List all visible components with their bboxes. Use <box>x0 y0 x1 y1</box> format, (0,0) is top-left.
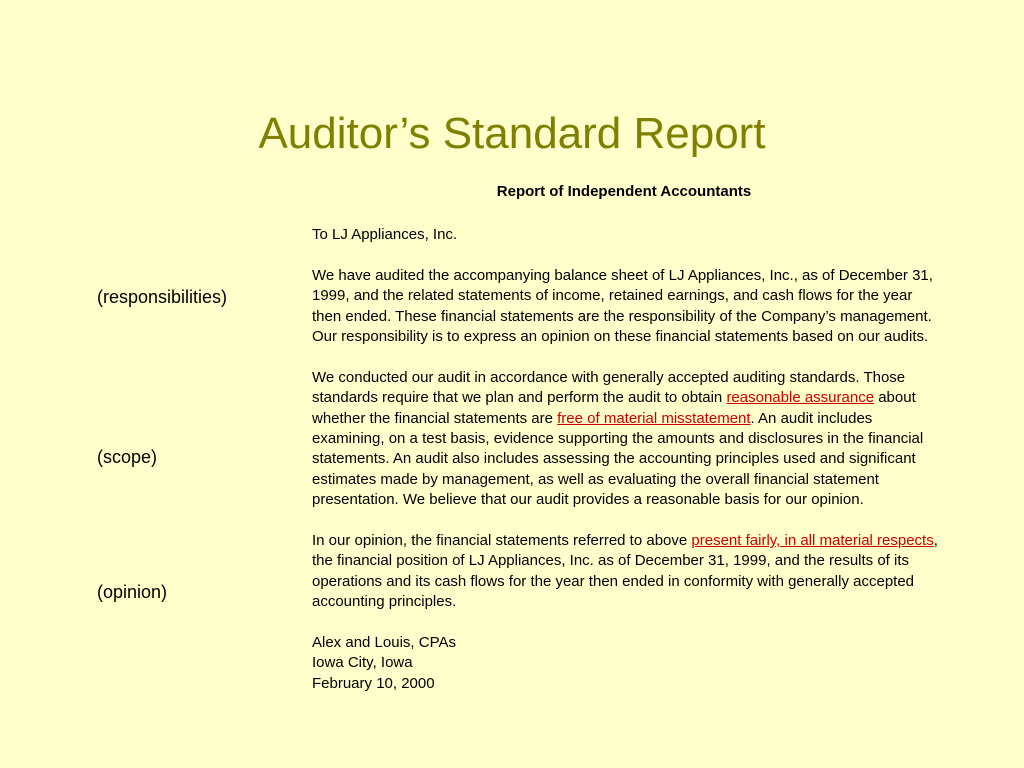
signature-firm: Alex and Louis, CPAs <box>312 634 456 652</box>
scope-paragraph <box>312 368 942 511</box>
report-body <box>312 225 942 694</box>
addressee: To LJ Appliances, Inc. <box>312 226 458 243</box>
opinion-text-2: , the financial position of LJ Appliances, Inc. as of December 31, 1999, and the results of its operations and its cash flows for the year then ended in conformity with generally accepted accounting principles. <box>312 532 938 611</box>
signature-location: Iowa City, Iowa <box>312 654 413 672</box>
signature-date: February 10, 2000 <box>312 674 435 692</box>
reasonable-assurance-link[interactable]: reasonable assurance <box>726 389 875 407</box>
report-heading: Report of Independent Accountants <box>496 183 752 200</box>
scope-text-2: about whether the financial statements are <box>312 389 916 427</box>
label-scope: (scope) <box>97 447 158 467</box>
present-fairly-link[interactable]: present fairly, in all material respects <box>691 532 934 550</box>
opinion-text-1: In our opinion, the financial statements referred to above <box>312 532 692 550</box>
label-opinion: (opinion) <box>97 582 168 602</box>
slide-title: Auditor’s Standard Report <box>258 109 766 158</box>
scope-text-3: . An audit includes examining, on a test basis, evidence supporting the amounts and disclosures in the financial statements. An audit also includes assessing the accounting principles used and significant estimates made by management, as well as evaluating the overall financial statement presentation. We believe that our audit provides a reasonable basis for our opinion. <box>312 409 924 509</box>
label-responsibilities: (responsibilities) <box>97 287 228 307</box>
responsibilities-paragraph: We have audited the accompanying balance sheet of LJ Appliances, Inc., as of December 31, 1999, and the related statements of income, retained earnings, and cash flows for the year then ended. These financial statements are the responsibility of the Company’s management. Our responsibility is to express an opinion on these financial statements based on our audits. <box>312 266 933 346</box>
scope-text-1: We conducted our audit in accordance with generally accepted auditing standards. Those standards require that we plan and perform the audit to obtain <box>312 368 906 407</box>
signature-block <box>312 633 942 694</box>
opinion-paragraph <box>312 531 942 613</box>
free-of-material-misstatement-link[interactable]: free of material misstatement <box>557 409 751 427</box>
